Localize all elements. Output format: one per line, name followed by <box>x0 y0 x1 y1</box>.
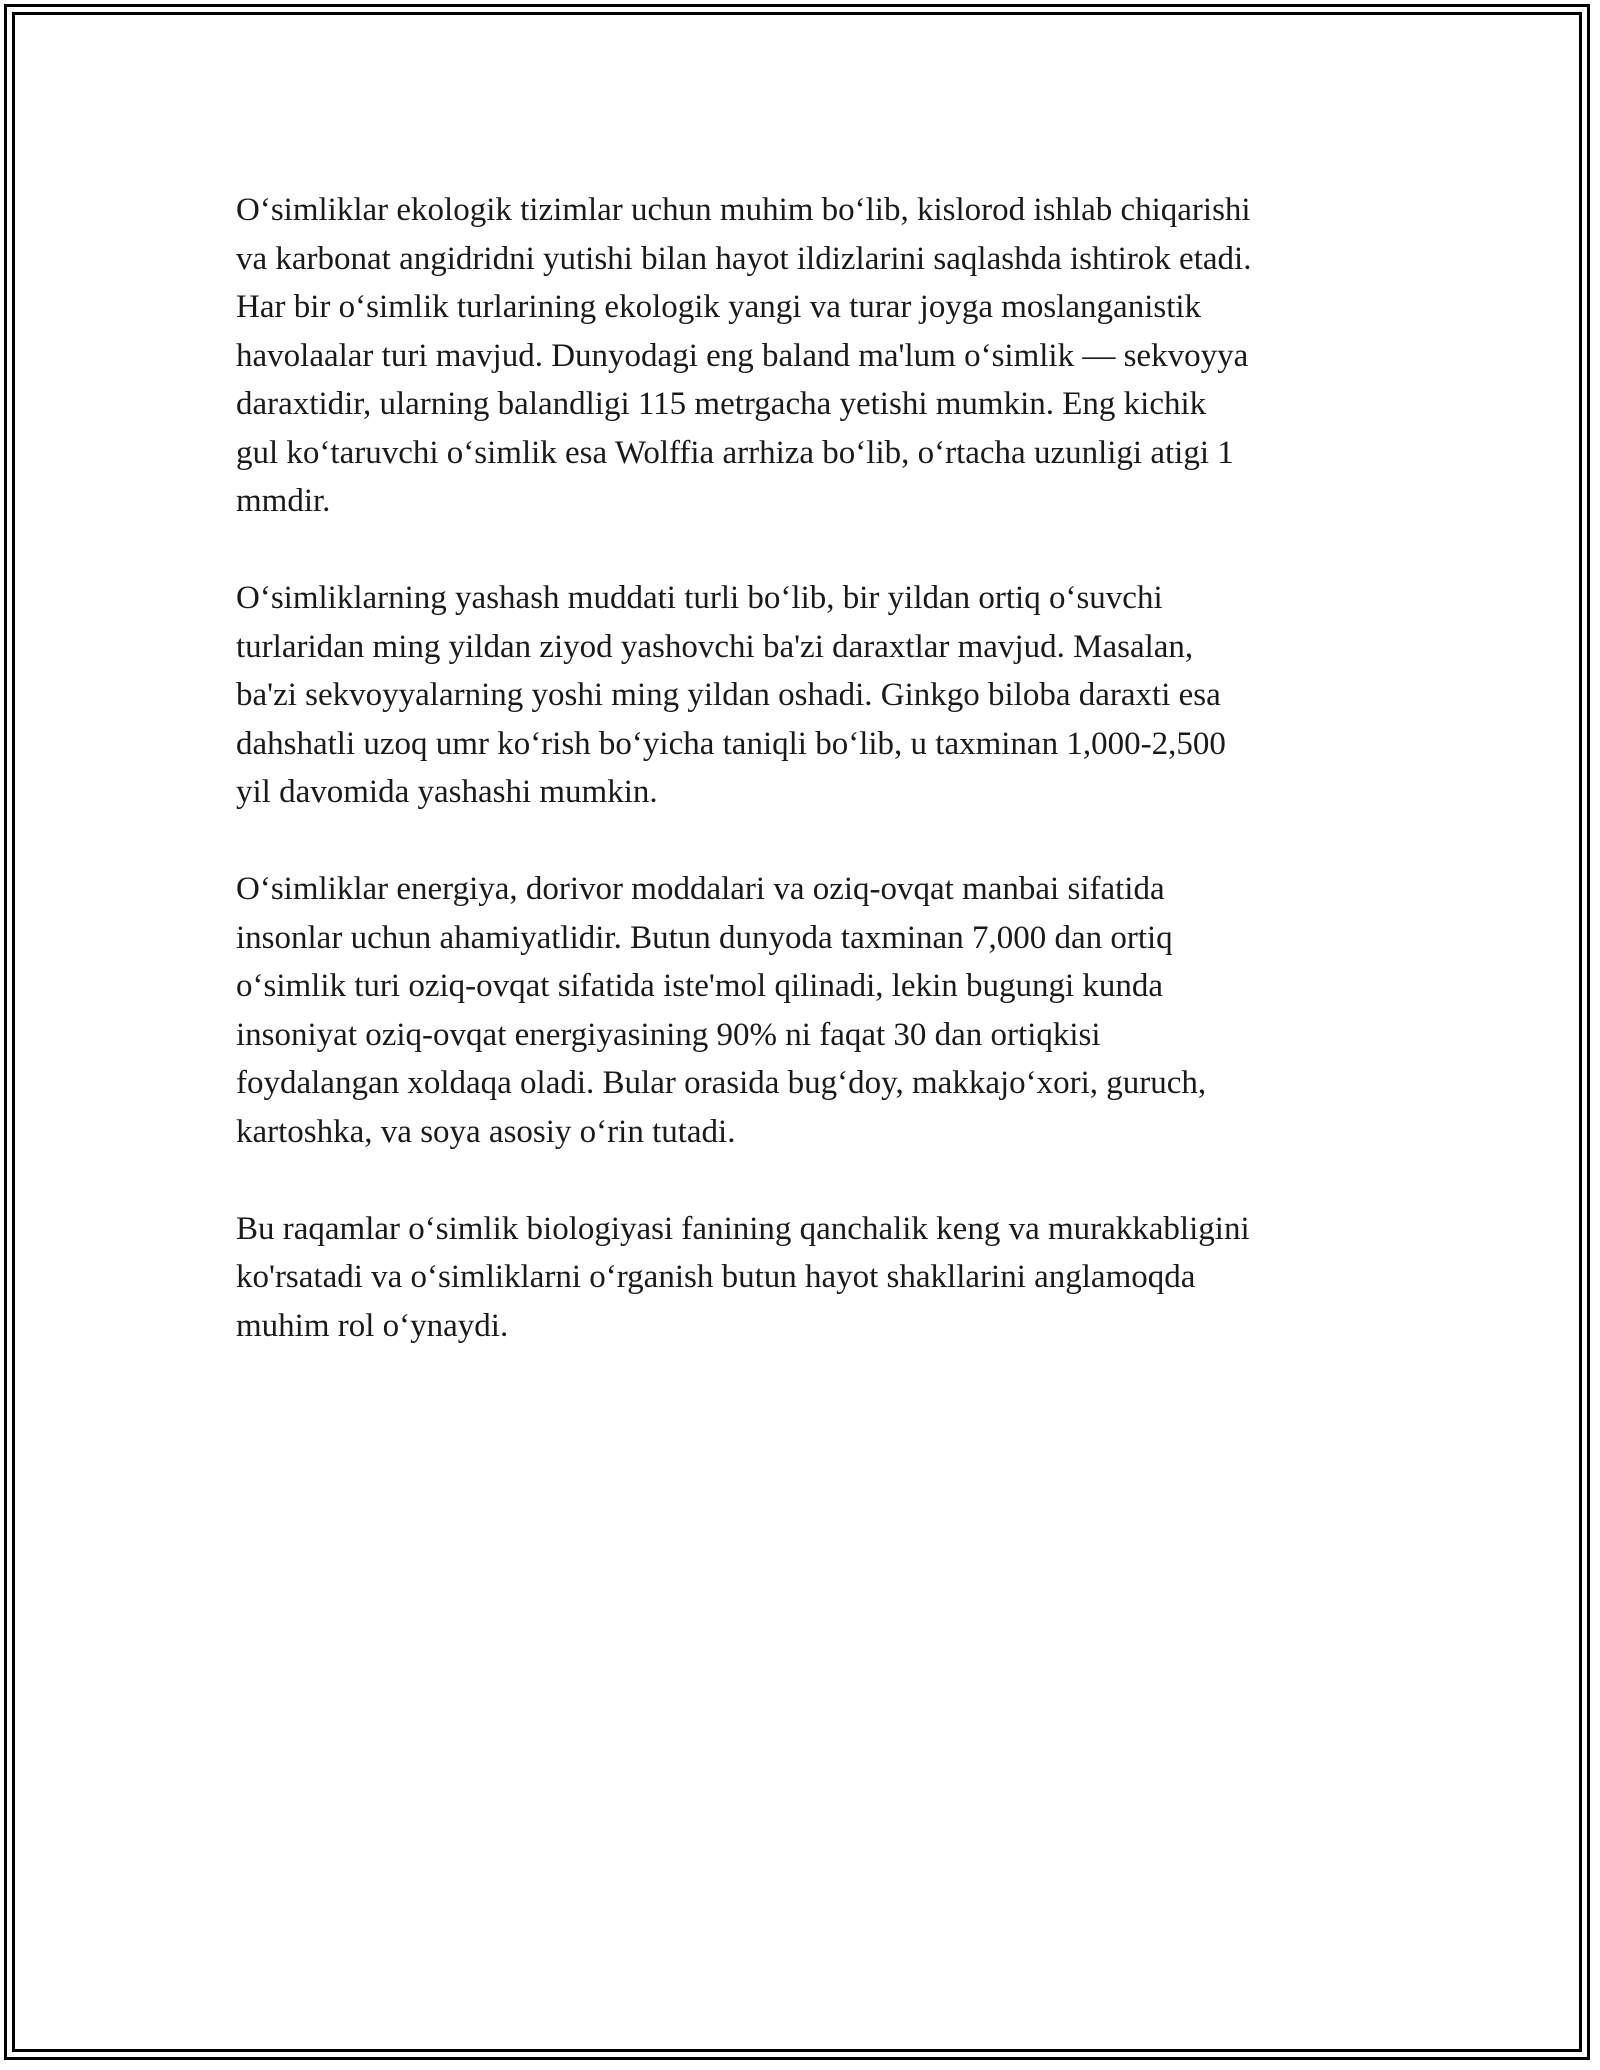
text-line: O‘simliklarning yashash muddati turli bo‘lib, bir yildan ortiq o‘suvchi <box>236 580 1163 616</box>
text-line: mmdir. <box>236 483 331 519</box>
text-line: ba'zi sekvoyyalarning yoshi ming yildan oshadi. Ginkgo biloba daraxti esa <box>236 677 1221 713</box>
text-line: insoniyat oziq-ovqat energiyasining 90% ni faqat 30 dan ortiqkisi <box>236 1016 1101 1053</box>
text-line: ko'rsatadi va o‘simliklarni o‘rganish butun hayot shakllarini anglamoqda <box>236 1259 1196 1295</box>
text-line: dahshatli uzoq umr ko‘rish bo‘yicha taniqli bo‘lib, u taxminan 1,000-2,500 <box>236 725 1226 762</box>
text-line: foydalangan xoldaqa oladi. Bular orasida bug‘doy, makkajo‘xori, guruch, <box>236 1065 1207 1101</box>
paragraph-3 <box>236 865 1374 1156</box>
text-line: havolaalar turi mavjud. Dunyodagi eng baland ma'lum o‘simlik — sekvoyya <box>236 337 1249 374</box>
text-line: gul ko‘taruvchi o‘simlik esa Wolffia arrhiza bo‘lib, o‘rtacha uzunligi atigi 1 <box>236 434 1234 471</box>
text-line: yil davomida yashashi mumkin. <box>236 774 658 810</box>
paragraph-4 <box>236 1205 1374 1351</box>
text-line: kartoshka, va soya asosiy o‘rin tutadi. <box>236 1113 736 1150</box>
text-line: va karbonat angidridni yutishi bilan hayot ildizlarini saqlashda ishtirok etadi. <box>236 240 1252 277</box>
document-body <box>236 186 1374 1399</box>
text-line: Har bir o‘simlik turlarining ekologik yangi va turar joyga moslanganistik <box>236 289 1202 325</box>
text-line: daraxtidir, ularning balandligi 115 metrgacha yetishi mumkin. Eng kichik <box>236 386 1207 422</box>
text-line: insonlar uchun ahamiyatlidir. Butun dunyoda taxminan 7,000 dan ortiq <box>236 919 1173 956</box>
text-line: Bu raqamlar o‘simlik biologiyasi fanining qanchalik keng va murakkabligini <box>236 1210 1250 1247</box>
text-line: o‘simlik turi oziq-ovqat sifatida iste'mol qilinadi, lekin bugungi kunda <box>236 968 1164 1004</box>
text-line: O‘simliklar ekologik tizimlar uchun muhim bo‘lib, kislorod ishlab chiqarishi <box>236 192 1251 228</box>
text-line: muhim rol o‘ynaydi. <box>236 1307 509 1344</box>
paragraph-1 <box>236 186 1374 526</box>
text-line: O‘simliklar energiya, dorivor moddalari va oziq-ovqat manbai sifatida <box>236 871 1165 907</box>
text-line: turlaridan ming yildan ziyod yashovchi ba'zi daraxtlar mavjud. Masalan, <box>236 628 1194 665</box>
paragraph-2 <box>236 574 1374 817</box>
